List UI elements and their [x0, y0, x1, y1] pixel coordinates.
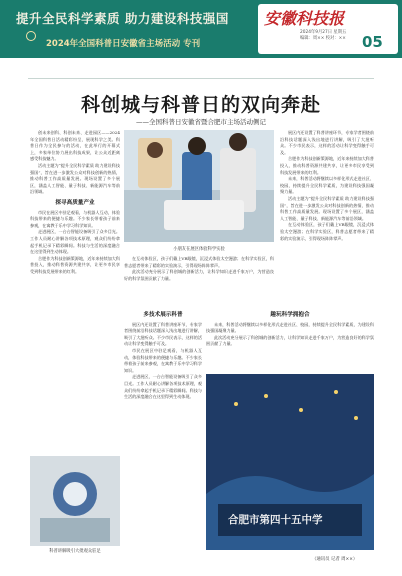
- masthead-logo: 安徽科技报: [264, 9, 345, 28]
- main-photo: [124, 130, 274, 242]
- banner-title: 提升全民科学素质 助力建设科技强国: [16, 11, 229, 26]
- article-column-2b: [124, 308, 202, 536]
- divider: [28, 78, 374, 79]
- issue-meta: [300, 30, 346, 42]
- paragraph: 市民在展区中驻足观看，与机器人互动，体验科技带来的便捷与乐趣。不少家长带着孩子前来参观，在寓教于乐中学习科学知识。: [124, 347, 202, 373]
- paragraph: 走进展区，一台台智能设备吸引了众多目光。工作人员耐心讲解各项技术原理，观众们纷纷拿起手机记录下精彩瞬间。科技与生活的深度融合在这里得到生动体现。: [124, 374, 202, 400]
- paragraph: 此次活动充分展示了科创城的创新活力，让科学知识走进千家万户，为营造良好的科学氛围贡献了力量。: [124, 269, 274, 281]
- paragraph: 合肥作为科技创新策源地，近年来持续加大科普投入，推动科普资源共建共享，让更多市民享受到科技发展带来的红利。: [30, 255, 120, 274]
- paragraph: 此次活动充分展示了科创城的创新活力，让科学知识走进千家万户，为营造良好的科学氛围贡献了力量。: [206, 334, 374, 347]
- decorative-ring-icon: [26, 31, 36, 41]
- bottom-photo: [206, 374, 374, 550]
- paragraph: 活动主题为“提升全民科学素质 助力建设科技强国”，旨在进一步激发公众对科技创新的热情，推动科普工作高质量发展。现场设置了多个展区，涵盖人工智能、量子科技、新能源汽车等前沿领域。: [280, 195, 374, 221]
- article-headline: 科创城与科普日的双向奔赴: [80, 94, 321, 116]
- paragraph: 活动主题为“提升全民科学素质 助力建设科技强国”，旨在进一步激发公众对科技创新的热情，推动科普工作高质量发展。现场设置了多个展区，涵盖人工智能、量子科技、新能源汽车等前沿领域。: [30, 162, 120, 195]
- issue-date: 2024年9月27日 星期五: [300, 30, 347, 35]
- paragraph: 创未来创科、科创未来、走进园区——2024年全国科普日活动精彩纷呈，展现科学之美。科普日作为全民参与的活动，在此举行的开幕式上，多家单位协力展出科技成果，让公众近距离感受科技魅力。: [30, 130, 120, 162]
- issue-editor: 编辑：周×× 校对：××: [300, 36, 346, 41]
- paragraph: 合肥作为科技创新策源地，近年来持续加大科普投入，推动科普资源共建共享，让更多市民享受到科技发展带来的红利。: [280, 156, 374, 175]
- paragraph: 展区内还设置了科普讲座环节，专家学者围绕前沿科技话题深入浅出地进行讲解，吸引了大批听众。不少市民表示，这样的活动让科学变得触手可及。: [124, 321, 202, 347]
- paragraph: 在互动体验区，孩子们戴上VR眼镜，沉浸式体验太空漫游；在科学实验区，科普志愿者带来了精彩的实验演示，引得现场阵阵掌声。: [124, 256, 274, 268]
- article-subhead: ——全国科普日安徽省暨合肥市主场活动侧记: [136, 118, 266, 126]
- main-photo-image: [124, 130, 274, 242]
- left-photo-image: [30, 456, 120, 546]
- article-column-2: [124, 256, 274, 304]
- paragraph: 走进展区，一台台智能设备吸引了众多目光。工作人员耐心讲解各项技术原理，观众们纷纷拿起手机记录下精彩瞬间。科技与生活的深度融合在这里得到生动体现。: [30, 229, 120, 255]
- paragraph: 未来，科普活动将继续以多样化形式走进社区、校园，持续提升全民科学素质，为建设科技强国凝聚力量。: [206, 321, 374, 334]
- left-photo: [30, 456, 120, 546]
- left-photo-caption: 科普讲解吸引大批观众驻足: [49, 549, 101, 554]
- article-byline: （通讯员 记者 周××）: [312, 557, 358, 562]
- banner-subtitle: 2024年全国科普日安徽省主场活动 专刊: [46, 39, 201, 49]
- paragraph: 未来，科普活动将继续以多样化形式走进社区、校园，持续提升全民科学素质，为建设科技强国凝聚力量。: [280, 176, 374, 195]
- main-photo-caption: 小朋友在展区体验科学实验: [173, 247, 225, 252]
- paragraph: 市民在展区中驻足观看，与机器人互动，体验科技带来的便捷与乐趣。不少家长带着孩子前来参观，在寓教于乐中学习科学知识。: [30, 209, 120, 228]
- section-heading: 趣玩科学拥抱合: [270, 312, 310, 318]
- article-column-1: [30, 130, 120, 450]
- paragraph: 在互动体验区，孩子们戴上VR眼镜，沉浸式体验太空漫游；在科学实验区，科普志愿者带来了精彩的实验演示，引得现场阵阵掌声。: [280, 222, 374, 241]
- school-sign-text: 合肥市第四十五中学: [228, 514, 323, 526]
- section-heading: 多技术展示科普: [143, 312, 183, 318]
- page-number: 05: [362, 33, 383, 51]
- paragraph: 展区内还设置了科普讲座环节，专家学者围绕前沿科技话题深入浅出地进行讲解，吸引了大批听众。不少市民表示，这样的活动让科学变得触手可及。: [280, 130, 374, 155]
- section-heading: 探寻高质量产业: [55, 199, 95, 206]
- article-column-4: [206, 308, 374, 370]
